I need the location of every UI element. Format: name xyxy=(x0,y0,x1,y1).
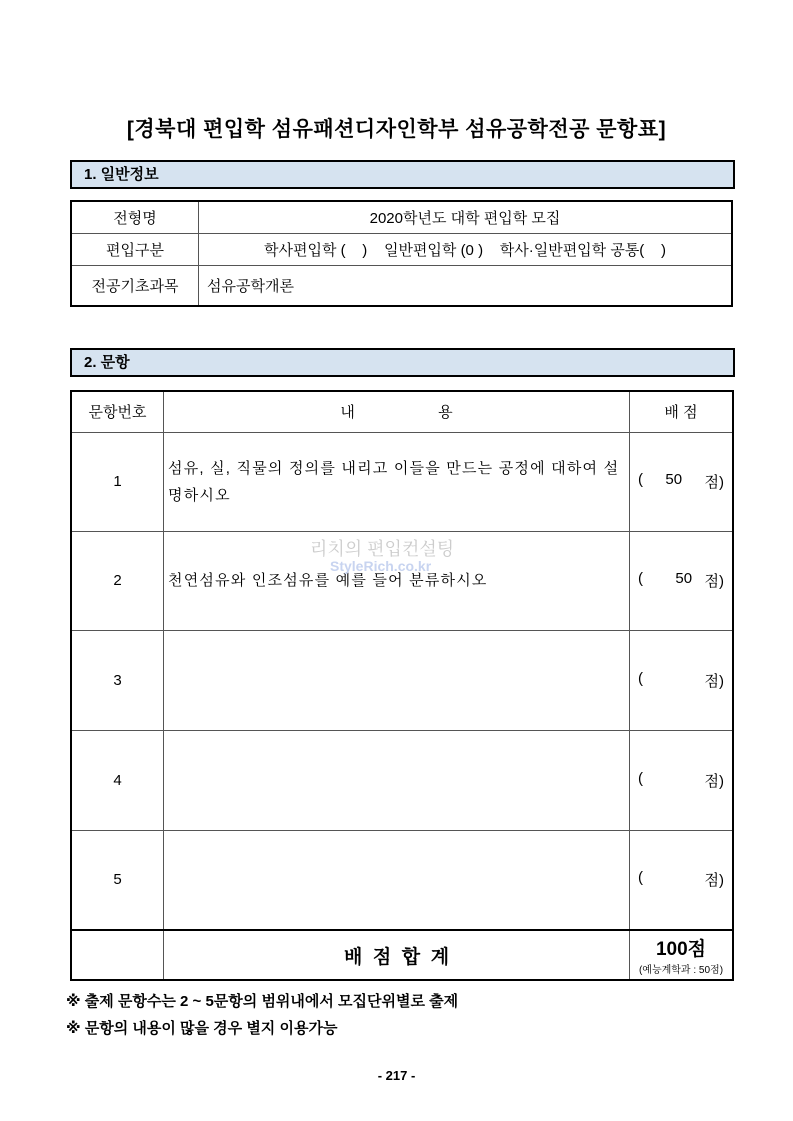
question-no: 2 xyxy=(71,531,164,630)
watermark-url: StyleRich.co.kr xyxy=(330,558,432,574)
question-points xyxy=(630,630,734,730)
total-cell xyxy=(630,930,734,980)
table-row xyxy=(71,730,733,830)
info-value: 섬유공학개론 xyxy=(199,265,733,306)
header-no: 문항번호 xyxy=(71,391,164,432)
question-text: 천연섬유와 인조섬유를 예를 들어 분류하시오 xyxy=(164,531,630,630)
table-row xyxy=(71,432,733,531)
question-points xyxy=(630,531,734,630)
question-no: 4 xyxy=(71,730,164,830)
total-note: (예능계학과 : 50점) xyxy=(638,965,724,976)
total-label: 배 점 합 계 xyxy=(164,930,630,980)
question-text xyxy=(164,730,630,830)
info-row xyxy=(71,233,732,265)
page-title: [경북대 편입학 섬유패션디자인학부 섬유공학전공 문항표] xyxy=(126,118,667,141)
question-points xyxy=(630,730,734,830)
points-unit: 점) xyxy=(704,474,724,491)
points-unit: 점) xyxy=(704,872,724,890)
question-text xyxy=(164,630,630,730)
questions-table xyxy=(70,390,734,981)
info-value: 학사편입학 ( ) 일반편입학 (0 ) 학사·일반편입학 공통( ) xyxy=(199,233,733,265)
table-row xyxy=(71,830,733,930)
paren-open: ( xyxy=(638,869,643,887)
paren-open: ( xyxy=(638,669,643,687)
paren-open: ( xyxy=(638,471,643,488)
total-value: 100점 xyxy=(655,939,707,960)
section-heading-general-info: 1. 일반정보 xyxy=(70,160,735,189)
question-no: 3 xyxy=(71,630,164,730)
info-row xyxy=(71,201,732,233)
table-header-row xyxy=(71,391,733,432)
page-number: - 217 - xyxy=(377,1068,416,1083)
question-no: 5 xyxy=(71,830,164,930)
question-text: 섬유, 실, 직물의 정의를 내리고 이들을 만드는 공정에 대하여 설명하시오 xyxy=(164,432,630,531)
question-points xyxy=(630,432,734,531)
note: ※ 출제 문항수는 2 ~ 5문항의 범위내에서 모집단위별로 출제 xyxy=(66,993,459,1010)
watermark: 리치의 편입컨설팅 xyxy=(310,539,455,559)
header-content: 내 용 xyxy=(164,391,630,432)
note: ※ 문항의 내용이 많을 경우 별지 이용가능 xyxy=(66,1020,338,1037)
info-label: 전형명 xyxy=(71,201,199,233)
question-text xyxy=(164,830,630,930)
table-row xyxy=(71,630,733,730)
header-points: 배 점 xyxy=(630,391,734,432)
points-unit: 점) xyxy=(704,573,724,590)
general-info-table xyxy=(70,200,733,307)
question-points xyxy=(630,830,734,930)
table-row xyxy=(71,531,733,630)
section-heading-questions: 2. 문항 xyxy=(70,348,735,377)
points-unit: 점) xyxy=(704,772,724,790)
points-value: 50 xyxy=(665,471,683,488)
total-empty-cell xyxy=(71,930,164,980)
total-row xyxy=(71,930,733,980)
question-no: 1 xyxy=(71,432,164,531)
info-value: 2020학년도 대학 편입학 모집 xyxy=(199,201,733,233)
points-unit: 점) xyxy=(704,672,724,690)
paren-open: ( xyxy=(638,570,643,587)
info-label: 전공기초과목 xyxy=(71,265,199,306)
points-value: 50 xyxy=(675,570,693,587)
info-label: 편입구분 xyxy=(71,233,199,265)
info-row xyxy=(71,265,732,306)
paren-open: ( xyxy=(638,769,643,787)
